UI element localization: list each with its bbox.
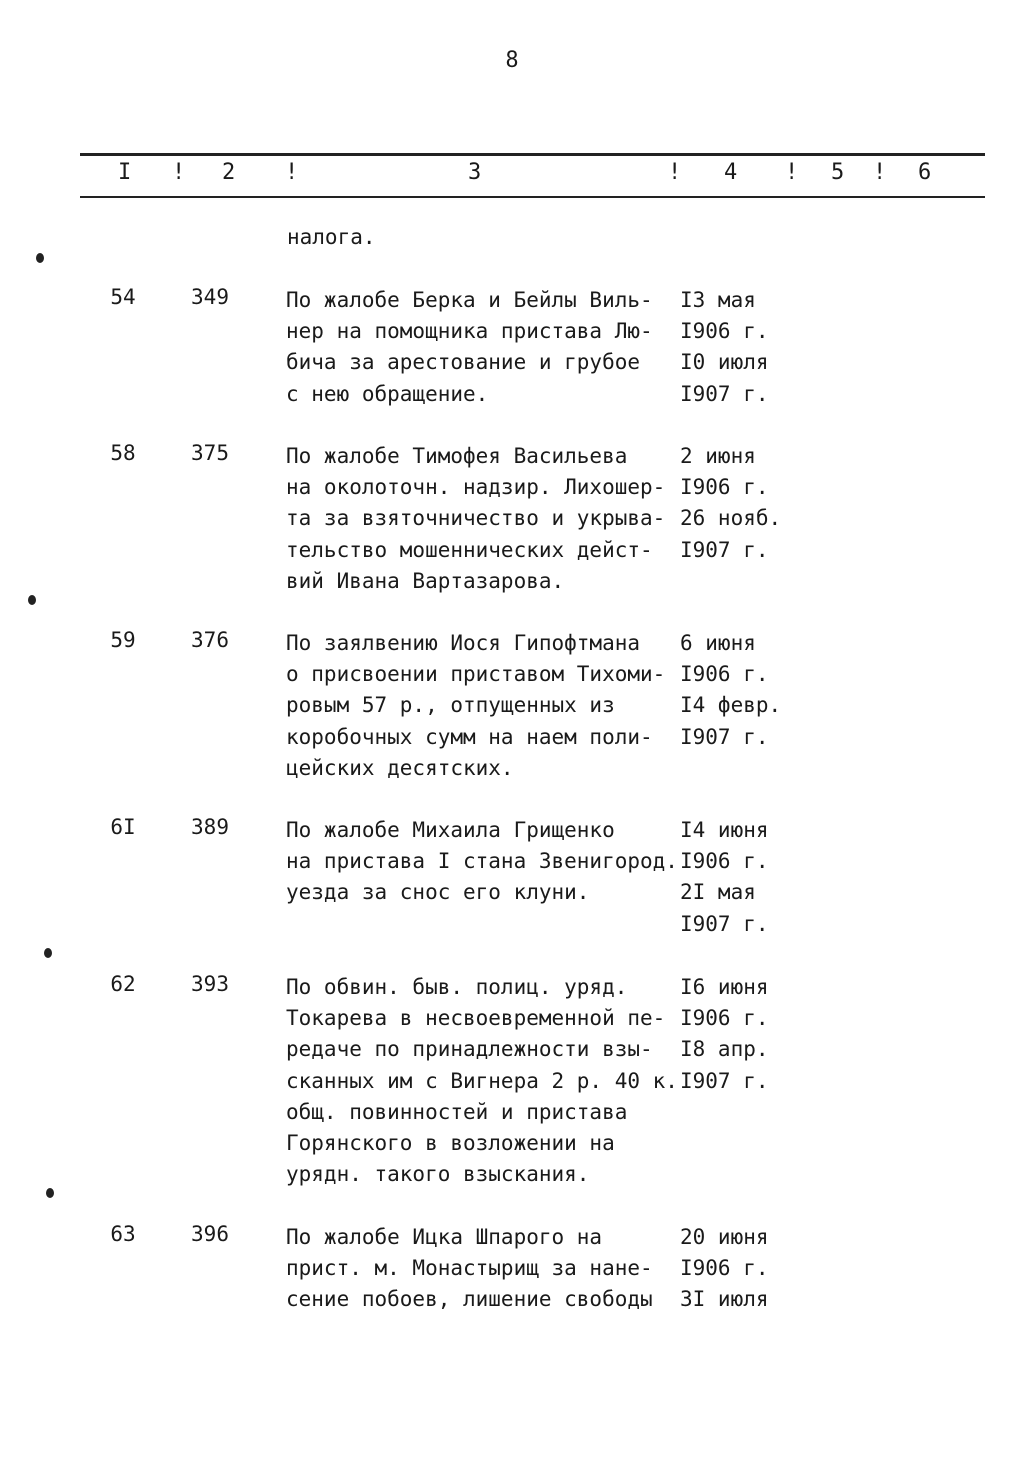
date-line: I907 г. [680, 381, 769, 406]
case-number: 375 [191, 441, 229, 465]
date-line: I4 февр. [680, 693, 782, 718]
date-line: 3I июля [680, 1287, 769, 1312]
date-line: I907 г. [680, 1068, 769, 1093]
description-line: прист. м. Монастырищ за нане- [286, 1256, 653, 1281]
date-line: I8 апр. [680, 1037, 769, 1062]
case-number: 376 [191, 628, 229, 652]
description-line: По обвин. быв. полиц. уряд. [286, 975, 628, 999]
entry-number: 6I [110, 815, 136, 839]
entry-dates [680, 285, 790, 410]
case-number: 396 [191, 1222, 229, 1246]
entry-dates [680, 441, 790, 566]
binding-hole-mark [28, 595, 36, 605]
binding-hole-mark [36, 253, 44, 263]
description-line: вий Ивана Вартазарова. [286, 568, 565, 593]
description-line: редаче по принадлежности взы- [286, 1037, 653, 1062]
header-separator: ! [285, 160, 299, 185]
continuation-text: налога. [287, 225, 376, 249]
entry-number: 62 [110, 972, 136, 996]
description-line: на околоточн. надзир. Лихошер- [286, 475, 666, 500]
entry-number: 63 [110, 1222, 136, 1246]
entry-description [286, 972, 681, 1190]
description-line: бича за арестование и грубое [286, 350, 641, 375]
table-header-top-rule [80, 153, 985, 156]
description-line: о присвоении приставом Тихоми- [286, 662, 666, 687]
header-separator: ! [785, 160, 799, 185]
date-line: I907 г. [680, 724, 769, 749]
binding-hole-mark [44, 948, 52, 958]
date-line: I906 г. [680, 1256, 769, 1281]
header-col-1: I [118, 160, 132, 185]
binding-hole-mark [46, 1188, 54, 1198]
description-line: По заялвению Иося Гипофтмана [286, 631, 641, 655]
description-line: тельство мошеннических дейст- [286, 537, 653, 562]
header-separator: ! [873, 160, 887, 185]
description-line: с нею обращение. [286, 381, 489, 406]
description-line: По жалобе Михаила Грищенко [286, 818, 615, 842]
entry-number: 59 [110, 628, 136, 652]
header-col-2: 2 [222, 160, 236, 185]
entry-number: 58 [110, 441, 136, 465]
date-line: I906 г. [680, 475, 769, 500]
case-number: 389 [191, 815, 229, 839]
date-line: 26 нояб. [680, 506, 782, 531]
header-col-5: 5 [831, 160, 845, 185]
table-header-bottom-rule [80, 196, 985, 198]
description-line: По жалобе Тимофея Васильева [286, 444, 628, 468]
description-line: Токарева в несвоевременной пе- [286, 1006, 666, 1031]
date-line: I907 г. [680, 911, 769, 936]
date-line: I906 г. [680, 662, 769, 687]
date-line: I907 г. [680, 537, 769, 562]
description-line: сканных им с Вигнера 2 р. 40 к. [286, 1068, 678, 1093]
date-line: 20 июня [680, 1225, 769, 1249]
header-col-3: 3 [468, 160, 482, 185]
entry-dates [680, 972, 790, 1097]
date-line: 6 июня [680, 631, 756, 655]
date-line: I4 июня [680, 818, 769, 842]
entry-description [286, 1222, 681, 1316]
description-line: та за взяточничество и укрыва- [286, 506, 666, 531]
description-line: урядн. такого взыскания. [286, 1162, 590, 1187]
entry-description [286, 815, 681, 909]
date-line: 2I мая [680, 880, 756, 905]
description-line: ровым 57 р., отпущенных из [286, 693, 615, 718]
description-line: Горянского в возложении на [286, 1130, 615, 1155]
header-col-6: 6 [918, 160, 932, 185]
date-line: I3 мая [680, 288, 756, 312]
entry-dates [680, 815, 790, 940]
date-line: I906 г. [680, 1006, 769, 1031]
description-line: По жалобе Ицка Шпарого на [286, 1225, 603, 1249]
header-separator: ! [172, 160, 186, 185]
entry-description [286, 441, 681, 597]
description-line: нер на помощника пристава Лю- [286, 319, 653, 344]
case-number: 349 [191, 285, 229, 309]
date-line: I6 июня [680, 975, 769, 999]
description-line: уезда за снос его клуни. [286, 880, 590, 905]
description-line: на пристава I стана Звенигород. [286, 849, 678, 874]
entry-dates [680, 1222, 790, 1316]
entry-description [286, 628, 681, 784]
description-line: общ. повинностей и пристава [286, 1099, 628, 1124]
description-line: коробочных сумм на наем поли- [286, 724, 653, 749]
description-line: цейских десятских. [286, 755, 514, 780]
description-line: сение побоев, лишение свободы [286, 1287, 653, 1312]
date-line: I906 г. [680, 849, 769, 874]
header-col-4: 4 [724, 160, 738, 185]
entry-dates [680, 628, 790, 753]
header-separator: ! [668, 160, 682, 185]
date-line: 2 июня [680, 444, 756, 468]
case-number: 393 [191, 972, 229, 996]
date-line: I906 г. [680, 319, 769, 344]
entry-description [286, 285, 681, 410]
entry-number: 54 [110, 285, 136, 309]
description-line: По жалобе Берка и Бейлы Виль- [286, 288, 653, 312]
date-line: I0 июля [680, 350, 769, 375]
page-number: 8 [505, 48, 519, 73]
